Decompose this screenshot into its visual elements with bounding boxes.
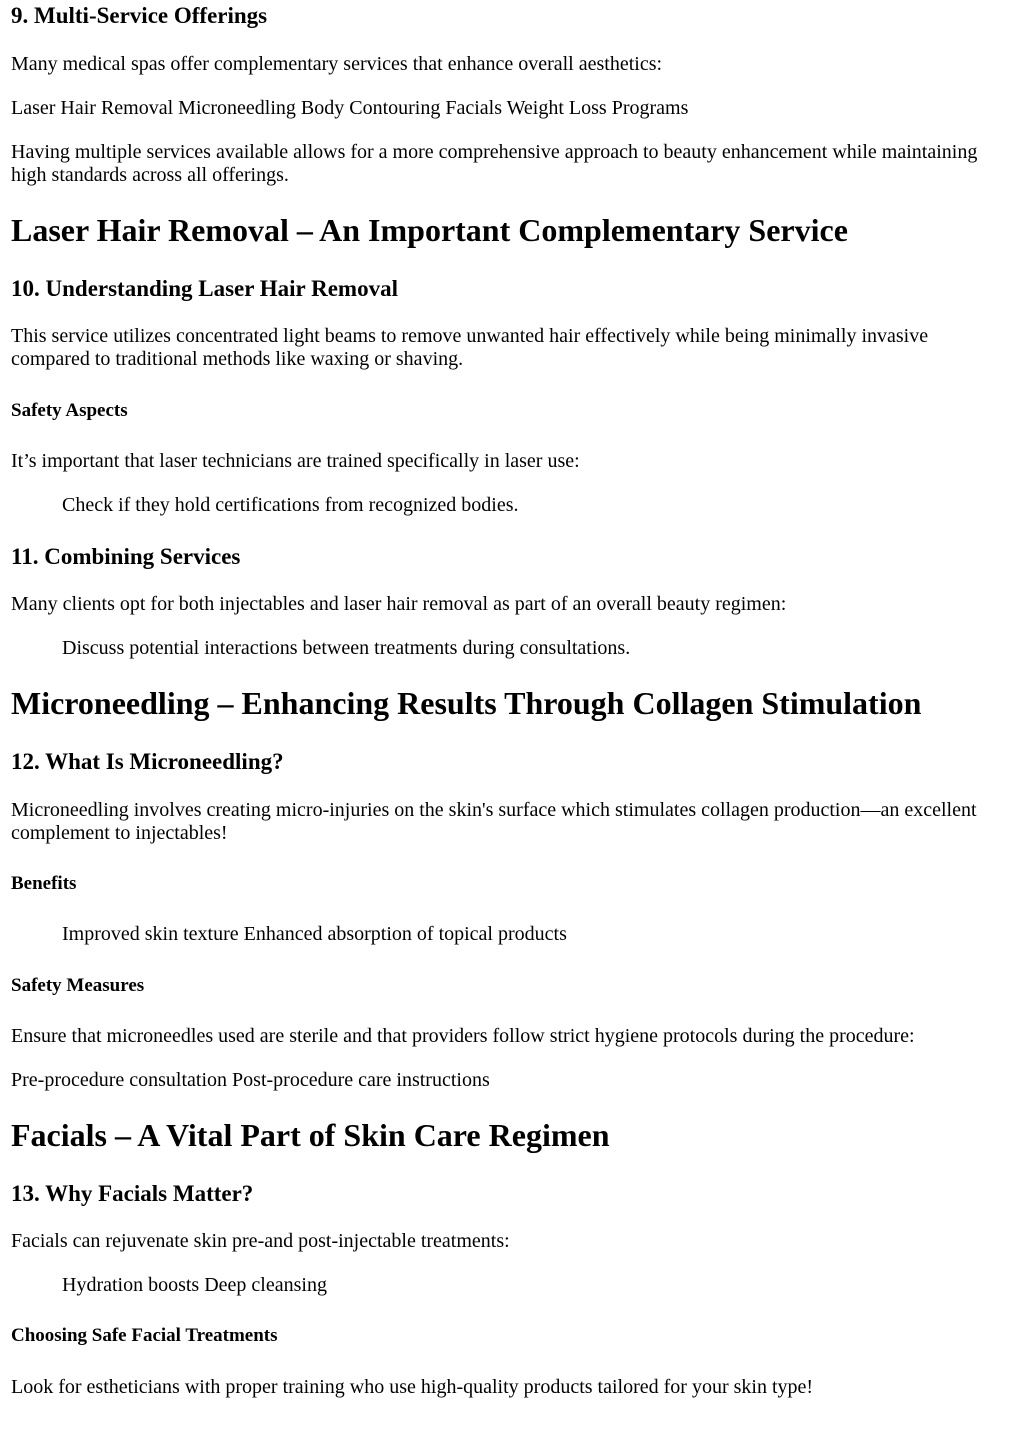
safety-aspects-item: Check if they hold certifications from recognized bodies. <box>62 494 519 516</box>
section-13-body: Facials can rejuvenate skin pre-and post-injectable treatments: <box>11 1230 510 1252</box>
section-9-outro: Having multiple services available allows for a more comprehensive approach to beauty enhancement while maintaining high standards across all offerings. <box>11 141 978 186</box>
laser-section-heading: Laser Hair Removal – An Important Complementary Service <box>11 212 848 248</box>
section-10-body: This service utilizes concentrated light beams to remove unwanted hair effectively while being minimally invasive compared to traditional methods like waxing or shaving. <box>11 325 929 370</box>
safety-measures-heading: Safety Measures <box>11 975 145 996</box>
benefits-item: Improved skin texture Enhanced absorption of topical products <box>62 923 567 945</box>
choosing-facials-heading: Choosing Safe Facial Treatments <box>11 1325 278 1346</box>
safety-aspects-body: It’s important that laser technicians are trained specifically in laser use: <box>11 450 580 472</box>
section-11-item: Discuss potential interactions between treatments during consultations. <box>62 637 631 659</box>
benefits-heading: Benefits <box>11 873 77 894</box>
section-12-body: Microneedling involves creating micro-injuries on the skin's surface which stimulates collagen production—an excellent complement to injectables! <box>11 799 977 844</box>
section-13-item: Hydration boosts Deep cleansing <box>62 1274 327 1296</box>
section-13-heading: 13. Why Facials Matter? <box>11 1181 254 1206</box>
microneedling-section-heading: Microneedling – Enhancing Results Through Collagen Stimulation <box>11 685 922 721</box>
section-9-heading: 9. Multi-Service Offerings <box>11 3 268 28</box>
section-9-services-list: Laser Hair Removal Microneedling Body Contouring Facials Weight Loss Programs <box>11 97 689 119</box>
section-12-heading: 12. What Is Microneedling? <box>11 749 284 774</box>
section-11-body: Many clients opt for both injectables and laser hair removal as part of an overall beauty regimen: <box>11 593 787 615</box>
safety-measures-items: Pre-procedure consultation Post-procedure care instructions <box>11 1069 490 1091</box>
section-11-heading: 11. Combining Services <box>11 544 241 569</box>
safety-measures-body: Ensure that microneedles used are sterile and that providers follow strict hygiene protocols during the procedure: <box>11 1025 915 1047</box>
safety-aspects-heading: Safety Aspects <box>11 400 128 421</box>
section-10-heading: 10. Understanding Laser Hair Removal <box>11 276 398 301</box>
choosing-facials-body: Look for estheticians with proper training who use high-quality products tailored for your skin type! <box>11 1376 814 1398</box>
facials-section-heading: Facials – A Vital Part of Skin Care Regimen <box>11 1117 610 1153</box>
section-9-intro: Many medical spas offer complementary services that enhance overall aesthetics: <box>11 53 663 75</box>
